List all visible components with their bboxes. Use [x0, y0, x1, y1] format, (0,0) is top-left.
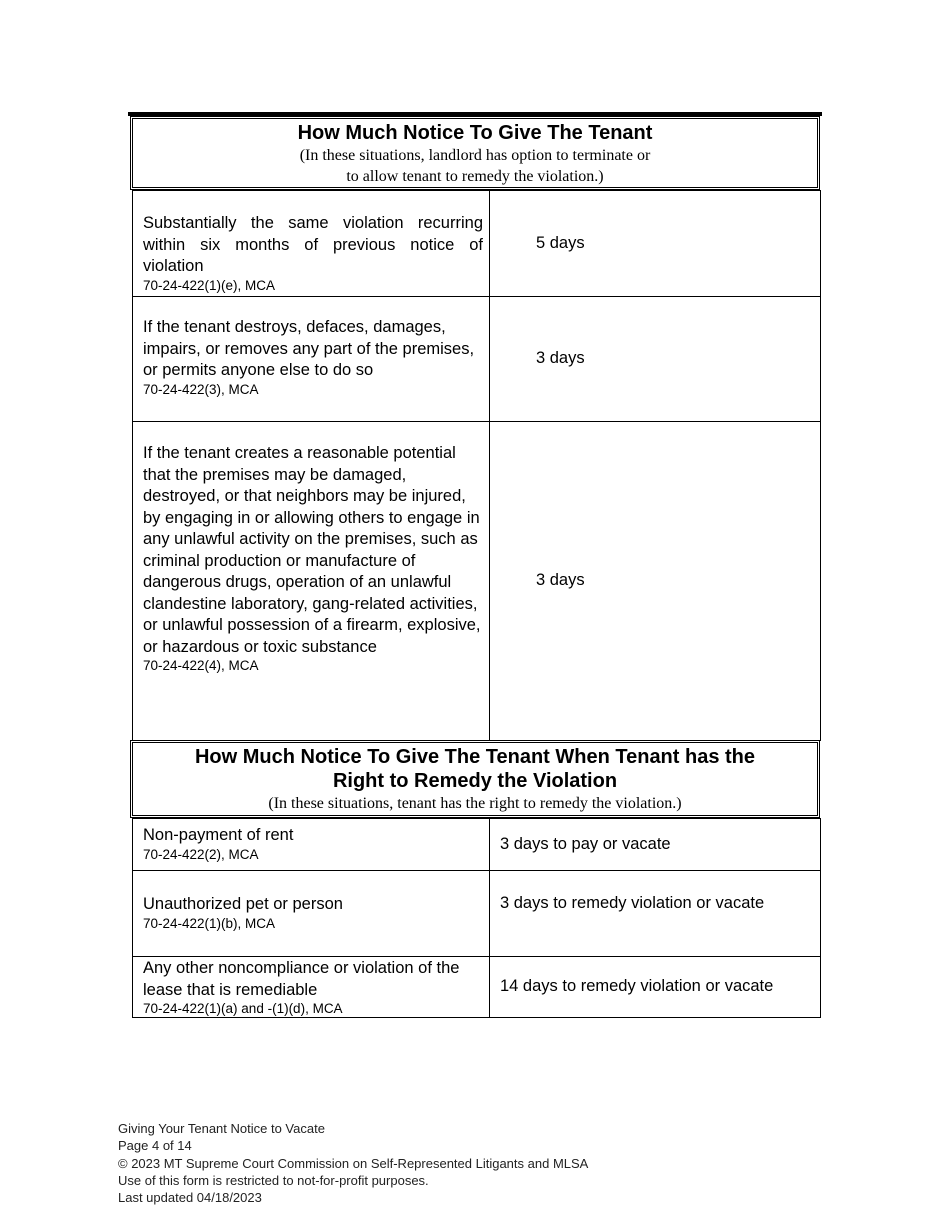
statute-citation: 70-24-422(1)(a) and -(1)(d), MCA [143, 1001, 343, 1016]
table-row [133, 819, 821, 871]
violation-description: Unauthorized pet or person [143, 895, 343, 913]
violation-description: Any other noncompliance or violation of the lease that is remediable [143, 959, 460, 999]
notice-period-cell [490, 871, 821, 957]
violation-cell [133, 422, 490, 741]
violation-cell [133, 191, 490, 297]
statute-citation: 70-24-422(3), MCA [143, 381, 259, 397]
section-title-line-1: How Much Notice To Give The Tenant When Tenant has the [194, 746, 756, 768]
footer-restriction: Use of this form is restricted to not-for-profit purposes. [118, 1172, 429, 1188]
section-header-notice [130, 116, 820, 190]
notice-period: 5 days [536, 234, 585, 252]
notice-period: 3 days to pay or vacate [500, 835, 671, 853]
statute-citation: 70-24-422(1)(e), MCA [143, 277, 276, 293]
footer-last-updated: Last updated 04/18/2023 [118, 1190, 262, 1206]
footer-form-title: Giving Your Tenant Notice to Vacate [118, 1121, 325, 1136]
table-row [133, 191, 821, 297]
section-header-right-to-remedy [130, 740, 820, 818]
notice-period-cell [490, 957, 821, 1018]
violation-description: If the tenant creates a reasonable potential that the premises may be damaged, destroyed, or that neighbors may be injured, by engaging in or allowing others to engage in any unlawful activity on the premises, such as criminal production or manufacture of dangerous drugs, operation of an unlawful clandestine laboratory, gang-related activities, or unlawful possession of a firearm, explosive, or hazardous or toxic substance [143, 444, 481, 656]
section-title: How Much Notice To Give The Tenant [297, 122, 653, 144]
statute-citation: 70-24-422(1)(b), MCA [143, 915, 276, 931]
violation-cell [133, 957, 490, 1018]
violation-description: Non-payment of rent [143, 826, 294, 844]
section-subtitle-line-2: to allow tenant to remedy the violation.) [346, 168, 604, 185]
notice-period-cell [490, 297, 821, 422]
section-title-line-2: Right to Remedy the Violation [332, 770, 618, 792]
notice-period-cell [490, 191, 821, 297]
table-row [133, 297, 821, 422]
footer-page-number: Page 4 of 14 [118, 1138, 192, 1154]
notice-period: 14 days to remedy violation or vacate [500, 977, 774, 995]
violation-cell [133, 819, 490, 871]
violation-description: If the tenant destroys, defaces, damages, impairs, or removes any part of the premises, or permits anyone else to do so [143, 318, 475, 379]
statute-citation: 70-24-422(4), MCA [143, 658, 259, 673]
table-row [133, 422, 821, 741]
notice-period: 3 days [536, 571, 585, 589]
notice-period: 3 days to remedy violation or vacate [500, 894, 765, 912]
footer-copyright: © 2023 MT Supreme Court Commission on Self-Represented Litigants and MLSA [118, 1155, 589, 1171]
notice-period-cell [490, 422, 821, 741]
notice-table-terminate-or-remedy [132, 190, 821, 741]
notice-table-right-to-remedy [132, 818, 821, 1018]
table-row [133, 871, 821, 957]
notice-period: 3 days [536, 349, 585, 367]
section-subtitle-line-1: (In these situations, landlord has option to terminate or [299, 147, 651, 164]
section-subtitle: (In these situations, tenant has the right to remedy the violation.) [268, 795, 682, 812]
table-row [133, 957, 821, 1018]
violation-description: Substantially the same violation recurring within six months of previous notice of violation [143, 214, 483, 275]
violation-cell [133, 871, 490, 957]
statute-citation: 70-24-422(2), MCA [143, 846, 259, 862]
page-footer [118, 1120, 588, 1206]
violation-cell [133, 297, 490, 422]
notice-period-cell [490, 819, 821, 871]
